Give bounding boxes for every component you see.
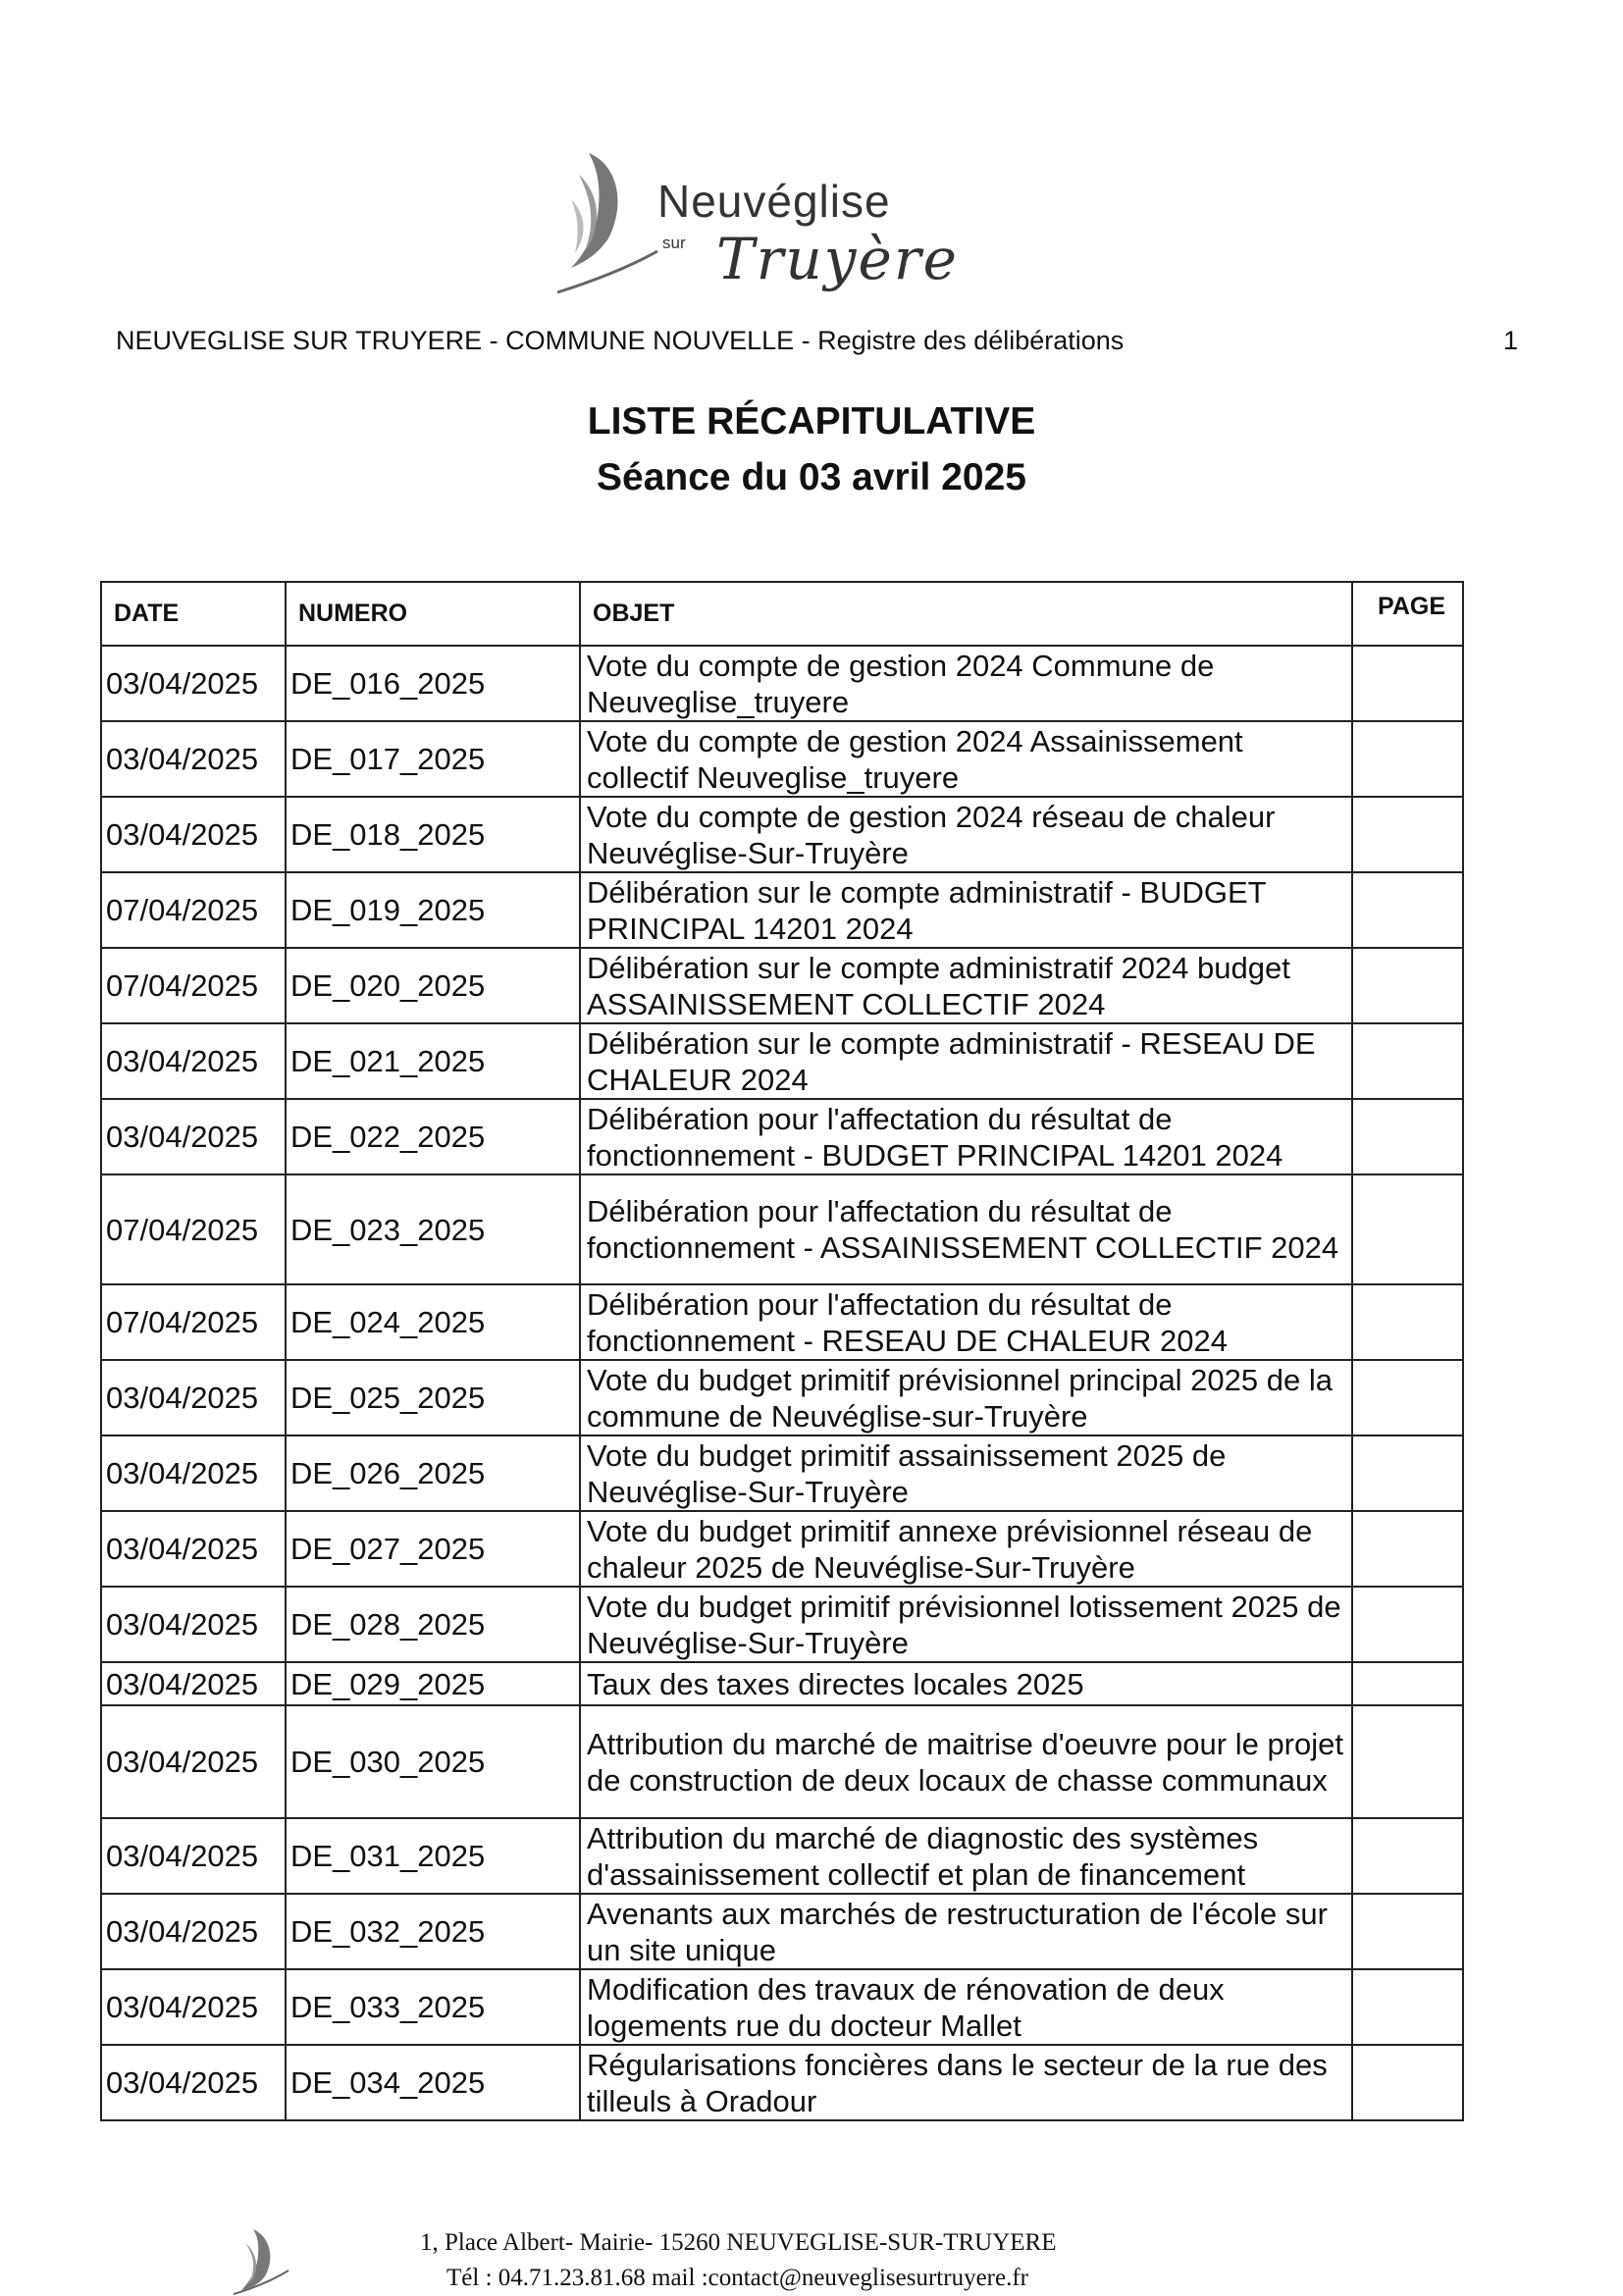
table-row	[101, 872, 1463, 948]
table-row	[101, 1435, 1463, 1511]
numero-cell: DE_017_2025	[286, 721, 580, 797]
numero-cell: DE_031_2025	[286, 1818, 580, 1894]
column-header-date: DATE	[101, 582, 286, 646]
logo	[550, 145, 962, 317]
table-row	[101, 2045, 1463, 2120]
table-row	[101, 797, 1463, 872]
page-cell	[1352, 646, 1463, 721]
numero-cell: DE_021_2025	[286, 1023, 580, 1099]
numero-cell: DE_028_2025	[286, 1587, 580, 1662]
footer-contact: Tél : 04.71.23.81.68 mail :contact@neuveglisesurtruyere.fr	[446, 2265, 1028, 2291]
table-row	[101, 1969, 1463, 2045]
table-row	[101, 1360, 1463, 1435]
objet-cell: Délibération sur le compte administratif - RESEAU DE CHALEUR 2024	[580, 1023, 1352, 1099]
date-cell: 07/04/2025	[101, 948, 286, 1023]
date-cell: 03/04/2025	[101, 2045, 286, 2120]
numero-cell: DE_026_2025	[286, 1435, 580, 1511]
date-cell: 03/04/2025	[101, 1023, 286, 1099]
date-cell: 03/04/2025	[101, 1587, 286, 1662]
objet-cell: Vote du compte de gestion 2024 Commune de Neuveglise_truyere	[580, 646, 1352, 721]
table-row	[101, 1284, 1463, 1360]
table-row	[101, 1099, 1463, 1174]
numero-cell: DE_019_2025	[286, 872, 580, 948]
numero-cell: DE_033_2025	[286, 1969, 580, 2045]
date-cell: 07/04/2025	[101, 1284, 286, 1360]
page-cell	[1352, 1894, 1463, 1969]
numero-cell: DE_016_2025	[286, 646, 580, 721]
table-row	[101, 1587, 1463, 1662]
column-header-objet: OBJET	[580, 582, 1352, 646]
page-cell	[1352, 1705, 1463, 1818]
page-cell	[1352, 1099, 1463, 1174]
date-cell: 03/04/2025	[101, 646, 286, 721]
date-cell: 03/04/2025	[101, 1511, 286, 1587]
objet-cell: Délibération pour l'affectation du résultat de fonctionnement - BUDGET PRINCIPAL 14201 2024	[580, 1099, 1352, 1174]
date-cell: 03/04/2025	[101, 797, 286, 872]
numero-cell: DE_018_2025	[286, 797, 580, 872]
date-cell: 07/04/2025	[101, 1174, 286, 1284]
page-cell	[1352, 1174, 1463, 1284]
feather-swoosh-icon	[550, 145, 667, 317]
document-title: LISTE RÉCAPITULATIVE	[587, 400, 1036, 443]
page-cell	[1352, 1284, 1463, 1360]
date-cell: 03/04/2025	[101, 1099, 286, 1174]
logo-name: Neuvéglise	[657, 176, 891, 227]
objet-cell: Taux des taxes directes locales 2025	[580, 1662, 1352, 1705]
table-row	[101, 1174, 1463, 1284]
numero-cell: DE_020_2025	[286, 948, 580, 1023]
page-cell	[1352, 721, 1463, 797]
logo-script: Truyère	[716, 226, 959, 292]
table-row	[101, 646, 1463, 721]
numero-cell: DE_025_2025	[286, 1360, 580, 1435]
table-row	[101, 1511, 1463, 1587]
numero-cell: DE_024_2025	[286, 1284, 580, 1360]
numero-cell: DE_029_2025	[286, 1662, 580, 1705]
page-cell	[1352, 1662, 1463, 1705]
page-cell	[1352, 1360, 1463, 1435]
footer-address: 1, Place Albert- Mairie- 15260 NEUVEGLISE-SUR-TRUYERE	[420, 2229, 1057, 2256]
column-header-page: PAGE	[1352, 582, 1463, 646]
page-cell	[1352, 1818, 1463, 1894]
table-row	[101, 1894, 1463, 1969]
date-cell: 03/04/2025	[101, 1894, 286, 1969]
numero-cell: DE_034_2025	[286, 2045, 580, 2120]
table-header-row	[101, 582, 1463, 646]
date-cell: 03/04/2025	[101, 1360, 286, 1435]
objet-cell: Délibération sur le compte administratif - BUDGET PRINCIPAL 14201 2024	[580, 872, 1352, 948]
session-date-title: Séance du 03 avril 2025	[597, 456, 1026, 498]
numero-cell: DE_027_2025	[286, 1511, 580, 1587]
page-cell	[1352, 1969, 1463, 2045]
deliberations-table	[100, 581, 1464, 2121]
table-row	[101, 721, 1463, 797]
objet-cell: Délibération pour l'affectation du résultat de fonctionnement - ASSAINISSEMENT COLLECTIF 2024	[580, 1174, 1352, 1284]
column-header-numero: NUMERO	[286, 582, 580, 646]
date-cell: 03/04/2025	[101, 1435, 286, 1511]
date-cell: 07/04/2025	[101, 872, 286, 948]
page-cell	[1352, 797, 1463, 872]
objet-cell: Vote du budget primitif prévisionnel lotissement 2025 de Neuvéglise-Sur-Truyère	[580, 1587, 1352, 1662]
page-cell	[1352, 1435, 1463, 1511]
objet-cell: Attribution du marché de maitrise d'oeuvre pour le projet de construction de deux locaux de chasse communaux	[580, 1705, 1352, 1818]
objet-cell: Vote du compte de gestion 2024 Assainissement collectif Neuveglise_truyere	[580, 721, 1352, 797]
date-cell: 03/04/2025	[101, 1705, 286, 1818]
table-row	[101, 1662, 1463, 1705]
page-number: 1	[1503, 326, 1519, 355]
date-cell: 03/04/2025	[101, 1969, 286, 2045]
table-row	[101, 1705, 1463, 1818]
objet-cell: Délibération pour l'affectation du résultat de fonctionnement - RESEAU DE CHALEUR 2024	[580, 1284, 1352, 1360]
table-row	[101, 1023, 1463, 1099]
page-cell	[1352, 2045, 1463, 2120]
table-row	[101, 1818, 1463, 1894]
objet-cell: Vote du budget primitif prévisionnel principal 2025 de la commune de Neuvéglise-sur-Truyère	[580, 1360, 1352, 1435]
objet-cell: Régularisations foncières dans le secteur de la rue des tilleuls à Oradour	[580, 2045, 1352, 2120]
objet-cell: Vote du budget primitif annexe prévisionnel réseau de chaleur 2025 de Neuvéglise-Sur-Truyère	[580, 1511, 1352, 1587]
date-cell: 03/04/2025	[101, 1662, 286, 1705]
feather-swoosh-icon	[228, 2225, 296, 2296]
page-cell	[1352, 1587, 1463, 1662]
objet-cell: Avenants aux marchés de restructuration de l'école sur un site unique	[580, 1894, 1352, 1969]
objet-cell: Vote du compte de gestion 2024 réseau de chaleur Neuvéglise-Sur-Truyère	[580, 797, 1352, 872]
numero-cell: DE_022_2025	[286, 1099, 580, 1174]
register-header: NEUVEGLISE SUR TRUYERE - COMMUNE NOUVELLE - Registre des délibérations	[116, 326, 1125, 355]
page-cell	[1352, 1511, 1463, 1587]
table-row	[101, 948, 1463, 1023]
logo-sur: sur	[662, 234, 686, 252]
numero-cell: DE_030_2025	[286, 1705, 580, 1818]
page-cell	[1352, 948, 1463, 1023]
objet-cell: Modification des travaux de rénovation de deux logements rue du docteur Mallet	[580, 1969, 1352, 2045]
numero-cell: DE_023_2025	[286, 1174, 580, 1284]
page-cell	[1352, 1023, 1463, 1099]
objet-cell: Délibération sur le compte administratif 2024 budget ASSAINISSEMENT COLLECTIF 2024	[580, 948, 1352, 1023]
objet-cell: Attribution du marché de diagnostic des systèmes d'assainissement collectif et plan de financement	[580, 1818, 1352, 1894]
numero-cell: DE_032_2025	[286, 1894, 580, 1969]
date-cell: 03/04/2025	[101, 721, 286, 797]
objet-cell: Vote du budget primitif assainissement 2025 de Neuvéglise-Sur-Truyère	[580, 1435, 1352, 1511]
page-cell	[1352, 872, 1463, 948]
date-cell: 03/04/2025	[101, 1818, 286, 1894]
